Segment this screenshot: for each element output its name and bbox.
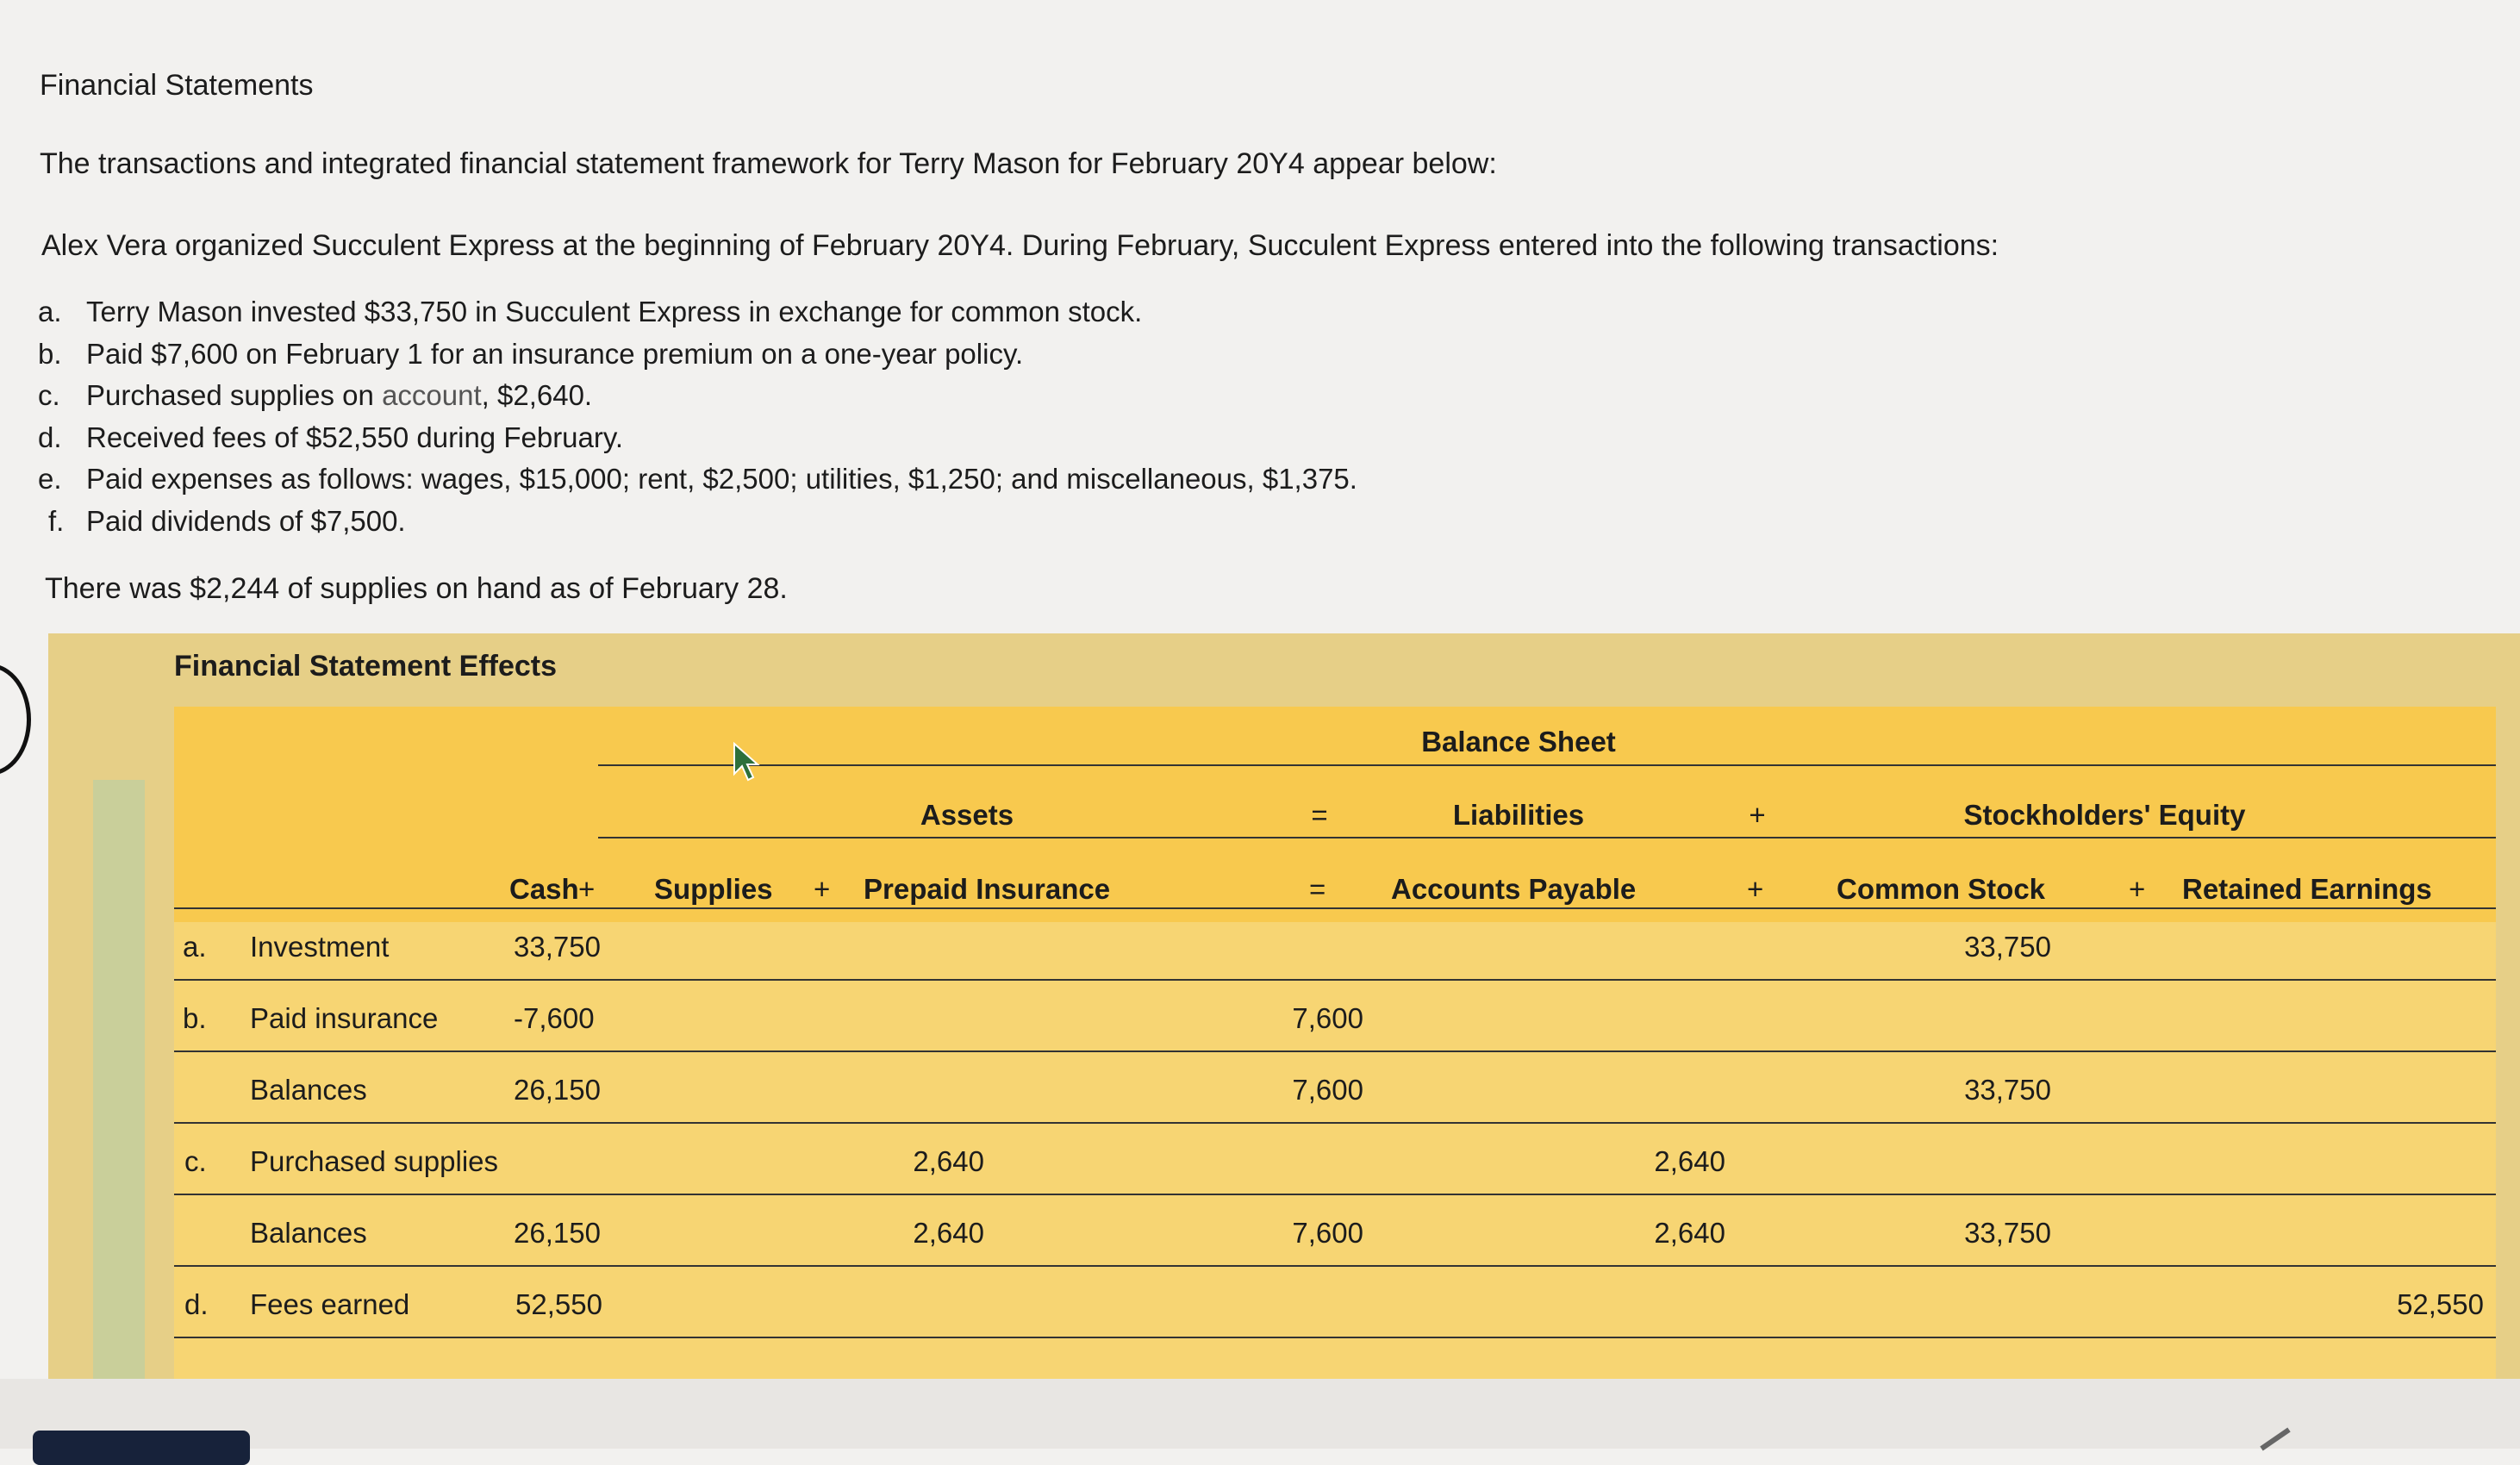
fse-table: Balance Sheet Assets = Liabilities + Stockholders' Equity Cash + Supplies + Prepaid Insurance = Accounts Payable + Common Stock + Retained Earnings a. Investment 33,750 33,750 b. Paid insurance -7,600 7,600 Balances 26,150 7,600 33,750 c. Purchased supplies 2,640 2,640 Balances 26,150 2,640 7,600 2,640 33,750 d. Fees earned 52,550 52,550 bbox=[174, 707, 2496, 1392]
plus-sign: + bbox=[1747, 873, 1764, 905]
col-accounts-payable: Accounts Payable bbox=[1391, 873, 1637, 905]
list-item: e. Paid expenses as follows: wages, $15,000; rent, $2,500; utilities, $1,250; and miscellaneous, $1,375. bbox=[38, 463, 1357, 495]
nav-button[interactable] bbox=[33, 1431, 250, 1465]
intro-text: The transactions and integrated financial statement framework for Terry Mason for February 20Y4 appear below: bbox=[40, 147, 1497, 180]
col-supplies: Supplies bbox=[654, 873, 773, 905]
list-item: c. Purchased supplies on account , $2,640. bbox=[38, 375, 1357, 417]
col-prepaid-insurance: Prepaid Insurance bbox=[864, 873, 1111, 905]
col-cash: Cash bbox=[509, 873, 579, 905]
list-item: a. Terry Mason invested $33,750 in Succulent Express in exchange for common stock. bbox=[38, 296, 1143, 327]
fse-title: Financial Statement Effects bbox=[174, 650, 558, 683]
scenario-text: Alex Vera organized Succulent Express at the beginning of February 20Y4. During February, Succulent Express entered into the following transactions: bbox=[41, 229, 1999, 262]
page-title: Financial Statements bbox=[40, 69, 314, 102]
radio-outline-icon bbox=[0, 664, 31, 776]
equity-header: Stockholders' Equity bbox=[1963, 799, 2246, 831]
mouse-pointer-icon bbox=[732, 741, 761, 784]
bottom-bar bbox=[0, 1379, 2520, 1449]
supplies-note: There was $2,244 of supplies on hand as of February 28. bbox=[45, 572, 788, 605]
fse-panel bbox=[48, 633, 2520, 1392]
side-strip bbox=[93, 780, 145, 1392]
equals-sign: = bbox=[1311, 799, 1328, 831]
list-item: f. Paid dividends of $7,500. bbox=[48, 504, 406, 537]
plus-sign: + bbox=[2129, 873, 2146, 905]
plus-sign: + bbox=[578, 873, 596, 905]
plus-sign: + bbox=[814, 873, 831, 905]
transaction-list bbox=[38, 291, 1357, 542]
account-link[interactable]: account bbox=[382, 379, 482, 411]
assets-header: Assets bbox=[920, 799, 1014, 831]
balance-sheet-header: Balance Sheet bbox=[1421, 726, 1616, 757]
liabilities-header: Liabilities bbox=[1452, 799, 1585, 831]
list-item: b. Paid $7,600 on February 1 for an insurance premium on a one-year policy. bbox=[38, 337, 1024, 370]
plus-sign: + bbox=[1749, 799, 1766, 831]
equals-sign: = bbox=[1309, 873, 1326, 905]
col-common-stock: Common Stock bbox=[1837, 873, 2046, 905]
col-retained-earnings: Retained Earnings bbox=[2182, 873, 2432, 905]
list-item: d. Received fees of $52,550 during February. bbox=[38, 421, 624, 453]
